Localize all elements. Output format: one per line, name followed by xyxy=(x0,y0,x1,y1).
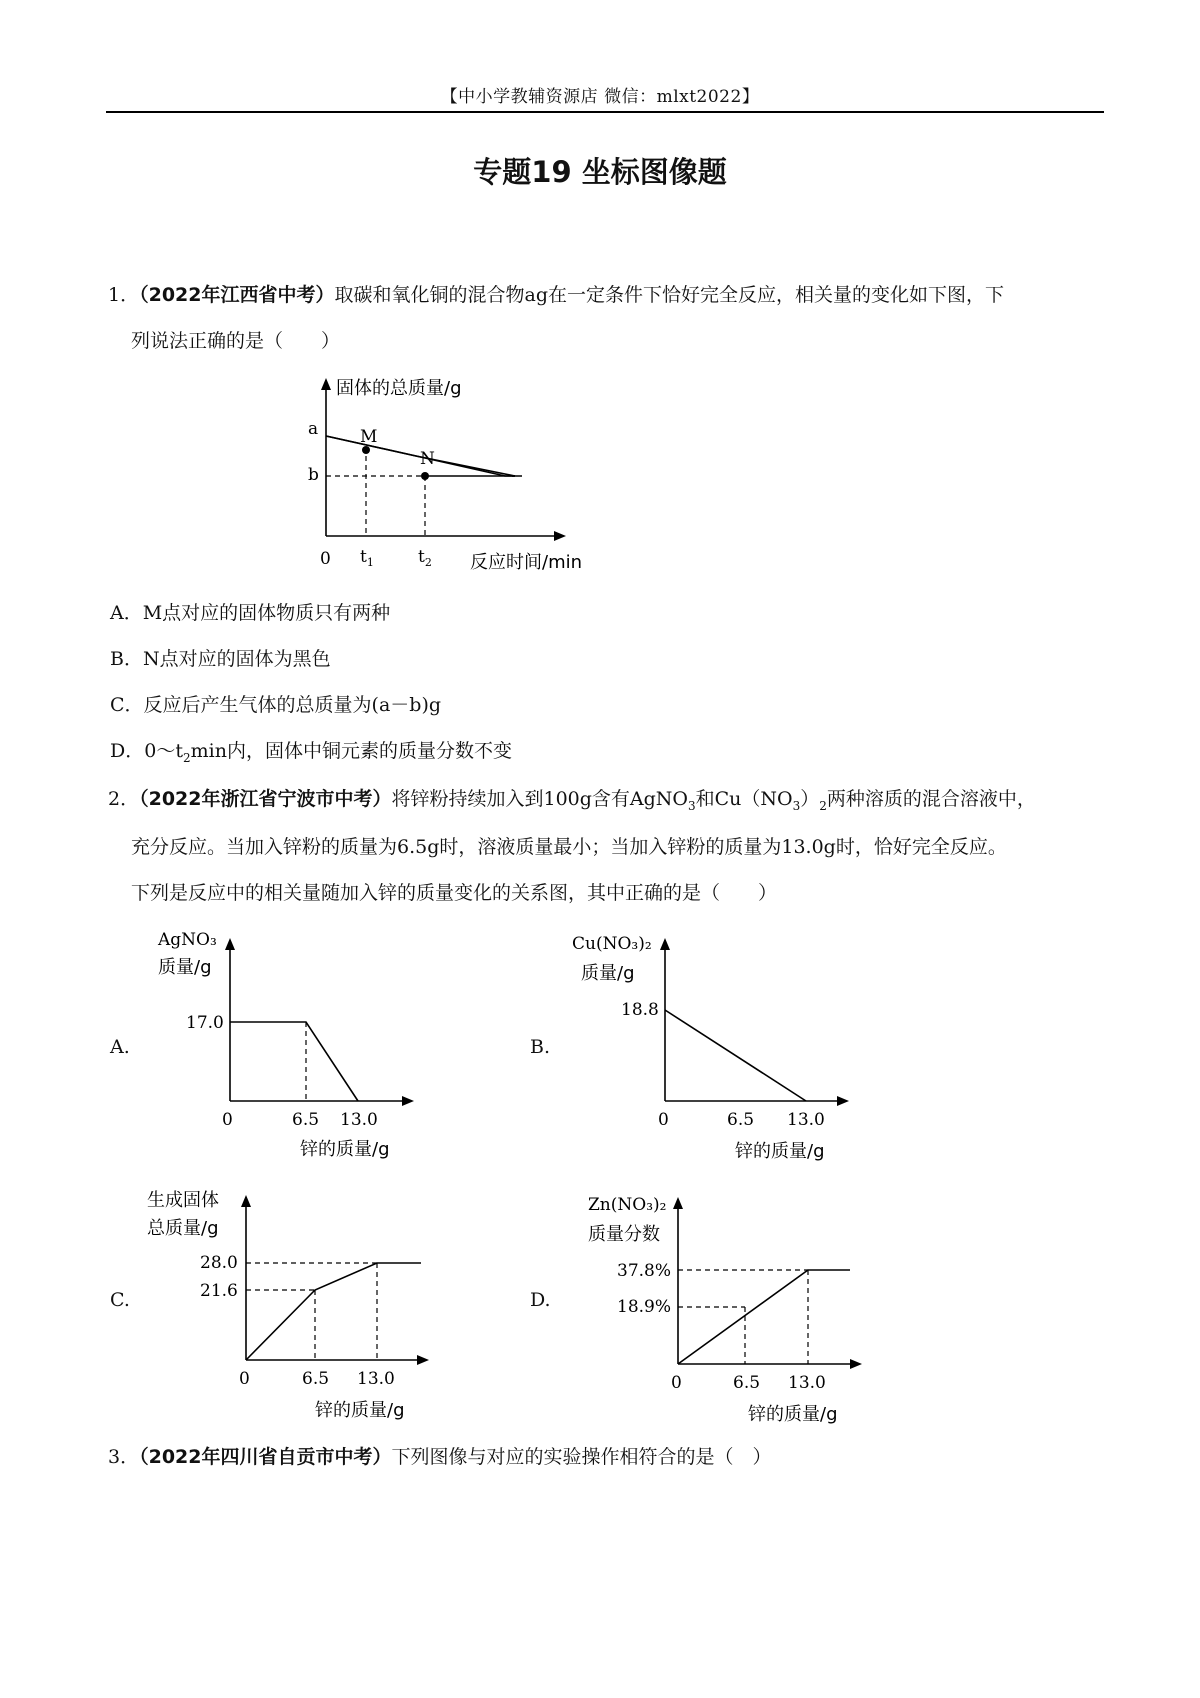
q2-c-x1: 6.5 xyxy=(302,1369,330,1389)
q2-a-ylabel2: 质量/g xyxy=(158,957,212,978)
q2-option-d-letter: D. xyxy=(530,1289,551,1311)
q2-chart-b xyxy=(565,925,865,1165)
q2-c-ytick-hi: 28.0 xyxy=(200,1253,238,1273)
q1-option-a: A．M点对应的固体物质只有两种 xyxy=(110,602,391,624)
q2-d-ytick-lo: 18.9% xyxy=(617,1297,672,1317)
q2-b-xlabel: 锌的质量/g xyxy=(735,1141,825,1162)
q2-chart-c xyxy=(145,1182,435,1422)
q1-option-b: B．N点对应的固体为黑色 xyxy=(110,648,331,670)
q2-c-ylabel2: 总质量/g xyxy=(147,1218,219,1239)
q1-option-d: D．$0\sim t_2\min$内，固体中铜元素的质量分数不变 xyxy=(110,740,512,765)
q2-a-ytick: 17.0 xyxy=(186,1013,224,1033)
q1-ytick-a: a xyxy=(308,419,319,439)
q2-b-line xyxy=(665,1010,806,1101)
header-rule xyxy=(106,111,1104,113)
q2-stem-line1: 2．（2022年浙江省宁波市中考）将锌粉持续加入到100g含有AgNO$_3$和$Cu(NO_3)_2$两种溶质的混合溶液中， xyxy=(108,788,1036,813)
q2-stem-line2: 充分反应。当加入锌粉的质量为6.5g时，溶液质量最小；当加入锌粉的质量为13.0g时，恰好完全反应。 xyxy=(131,836,1007,858)
q2-a-x2: 13.0 xyxy=(340,1110,378,1130)
q2-d-ylabel1: Zn(NO₃)₂ xyxy=(588,1195,667,1215)
q2-d-xlabel: 锌的质量/g xyxy=(748,1404,838,1425)
q1-origin: 0 xyxy=(320,549,331,569)
q2-chart-a xyxy=(150,925,430,1165)
q2-c-xlabel: 锌的质量/g xyxy=(315,1400,405,1421)
q2-option-a-letter: A. xyxy=(110,1036,130,1058)
q2-d-ylabel2: 质量分数 xyxy=(588,1224,660,1245)
q2-a-xlabel: 锌的质量/g xyxy=(300,1139,390,1160)
q3-source: （2022年四川省自贡市中考） xyxy=(139,1446,392,1468)
q3-stem xyxy=(108,1444,772,1470)
q1-stem-line1 xyxy=(108,282,1004,308)
q2-b-ylabel1: Cu(NO₃)₂ xyxy=(572,934,652,954)
q2-a-x0: 0 xyxy=(222,1110,233,1130)
q3-stem-text: 下列图像与对应的实验操作相符合的是（ ） xyxy=(391,1446,772,1468)
q1-option-c: C．反应后产生气体的总质量为(a－b)g xyxy=(110,694,442,716)
q1-chart xyxy=(290,372,610,572)
q1-label-m: M xyxy=(360,427,378,447)
page-title: 专题19 坐标图像题 xyxy=(473,155,727,189)
q1-xtick-t1: $t_1$ xyxy=(360,547,374,569)
q1-number: 1． xyxy=(108,284,140,306)
q2-c-ylabel1: 生成固体 xyxy=(147,1190,219,1211)
q1-point-n xyxy=(421,472,429,480)
q2-c-x2: 13.0 xyxy=(357,1369,395,1389)
q2-d-x1: 6.5 xyxy=(733,1373,761,1393)
q2-chart-d xyxy=(580,1190,870,1430)
q2-b-ytick: 18.8 xyxy=(621,1000,659,1020)
q2-c-line xyxy=(246,1263,421,1360)
q1-label-n: N xyxy=(420,449,435,469)
q2-b-x0: 0 xyxy=(658,1110,669,1130)
q2-a-line xyxy=(230,1022,358,1101)
q2-c-ytick-lo: 21.6 xyxy=(200,1281,238,1301)
q1-source: （2022年江西省中考） xyxy=(139,284,335,306)
q3-number: 3． xyxy=(108,1446,140,1468)
q2-a-x1: 6.5 xyxy=(292,1110,320,1130)
q2-stem-line3: 下列是反应中的相关量随加入锌的质量变化的关系图，其中正确的是（ ） xyxy=(131,882,778,904)
q2-d-x2: 13.0 xyxy=(788,1373,826,1393)
q2-d-ytick-hi: 37.8% xyxy=(617,1261,672,1281)
q2-b-x2: 13.0 xyxy=(787,1110,825,1130)
page-header: 【中小学教辅资源店 微信：mlxt2022】 xyxy=(440,87,760,107)
q1-stem-text: 取碳和氧化铜的混合物ag在一定条件下恰好完全反应，相关量的变化如下图，下 xyxy=(334,284,1004,306)
q1-stem-line2: 列说法正确的是（ ） xyxy=(131,330,341,352)
q1-xtick-t2: $t_2$ xyxy=(418,547,432,569)
q2-d-x0: 0 xyxy=(671,1373,682,1393)
q1-xlabel: 反应时间/min xyxy=(470,552,583,572)
q2-b-ylabel2: 质量/g xyxy=(581,963,635,984)
q1-ylabel: 固体的总质量/g xyxy=(336,378,462,399)
q1-ytick-b: b xyxy=(308,465,319,485)
q2-b-x1: 6.5 xyxy=(727,1110,755,1130)
q1-point-m xyxy=(362,446,370,454)
q2-number: 2． xyxy=(108,788,140,810)
q2-d-line xyxy=(678,1270,850,1364)
q2-a-ylabel1: AgNO₃ xyxy=(158,930,217,950)
q2-c-x0: 0 xyxy=(239,1369,250,1389)
q2-option-b-letter: B. xyxy=(530,1036,551,1058)
q2-option-c-letter: C. xyxy=(110,1289,130,1311)
q2-source: （2022年浙江省宁波市中考） xyxy=(139,788,392,810)
